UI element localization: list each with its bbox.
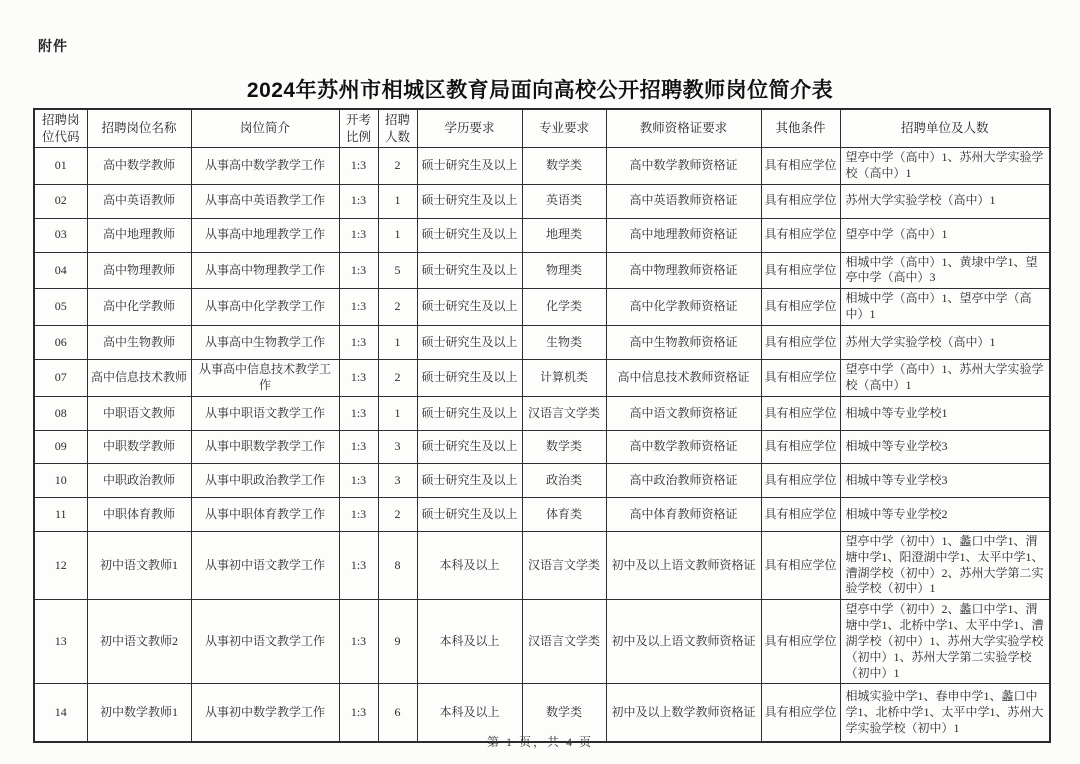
table-body	[34, 148, 1050, 742]
table-cell: 具有相应学位	[761, 252, 840, 289]
table-cell: 望亭中学（高中）1	[840, 218, 1050, 252]
table-cell: 14	[34, 684, 87, 742]
table-cell: 中职语文教师	[87, 396, 191, 430]
attachment-label: 附件	[38, 40, 68, 55]
table-row	[34, 184, 1050, 218]
table-cell: 9	[378, 600, 417, 684]
table-cell: 地理类	[522, 218, 606, 252]
table-cell: 高中生物教师资格证	[606, 325, 761, 359]
table-cell: 硕士研究生及以上	[417, 497, 522, 531]
table-cell: 1:3	[339, 463, 378, 497]
table-cell: 初中数学教师1	[87, 684, 191, 742]
table-cell: 望亭中学（初中）1、蠡口中学1、渭塘中学1、阳澄湖中学1、太平中学1、漕湖学校（初中）2、苏州大学第二实验学校（初中）1	[840, 531, 1050, 599]
table-cell: 从事中职政治教学工作	[191, 463, 339, 497]
table-cell: 具有相应学位	[761, 359, 840, 396]
table-cell: 03	[34, 218, 87, 252]
table-cell: 汉语言文学类	[522, 396, 606, 430]
table-cell: 具有相应学位	[761, 148, 840, 185]
header-position-intro: 岗位简介	[191, 109, 339, 148]
header-position-code: 招聘岗位代码	[34, 109, 87, 148]
table-row	[34, 396, 1050, 430]
header-major-requirement: 专业要求	[522, 109, 606, 148]
table-cell: 01	[34, 148, 87, 185]
table-cell: 从事中职体育教学工作	[191, 497, 339, 531]
table-cell: 硕士研究生及以上	[417, 463, 522, 497]
table-cell: 1:3	[339, 218, 378, 252]
table-cell: 具有相应学位	[761, 289, 840, 326]
table-cell: 生物类	[522, 325, 606, 359]
table-cell: 1:3	[339, 531, 378, 599]
table-cell: 从事高中信息技术教学工作	[191, 359, 339, 396]
table-cell: 硕士研究生及以上	[417, 148, 522, 185]
table-cell: 2	[378, 148, 417, 185]
table-cell: 高中数学教师	[87, 148, 191, 185]
table-cell: 12	[34, 531, 87, 599]
table-cell: 硕士研究生及以上	[417, 430, 522, 463]
table-cell: 硕士研究生及以上	[417, 359, 522, 396]
table-cell: 具有相应学位	[761, 218, 840, 252]
table-cell: 数学类	[522, 684, 606, 742]
table-cell: 1:3	[339, 184, 378, 218]
table-cell: 高中政治教师资格证	[606, 463, 761, 497]
table-cell: 1:3	[339, 252, 378, 289]
page-number: 第 1 页，共 4 页	[486, 735, 593, 749]
table-cell: 从事高中化学教学工作	[191, 289, 339, 326]
table-cell: 从事高中物理教学工作	[191, 252, 339, 289]
recruitment-table	[33, 108, 1051, 743]
table-cell: 从事高中生物教学工作	[191, 325, 339, 359]
table-cell: 1:3	[339, 600, 378, 684]
table-cell: 数学类	[522, 148, 606, 185]
table-cell: 政治类	[522, 463, 606, 497]
table-cell: 3	[378, 463, 417, 497]
table-cell: 高中信息技术教师	[87, 359, 191, 396]
table-cell: 11	[34, 497, 87, 531]
table-cell: 08	[34, 396, 87, 430]
table-cell: 1:3	[339, 497, 378, 531]
table-cell: 硕士研究生及以上	[417, 325, 522, 359]
table-header	[34, 109, 1050, 148]
table-cell: 09	[34, 430, 87, 463]
table-cell: 具有相应学位	[761, 184, 840, 218]
table-cell: 具有相应学位	[761, 325, 840, 359]
table-row	[34, 463, 1050, 497]
table-cell: 中职数学教师	[87, 430, 191, 463]
table-cell: 02	[34, 184, 87, 218]
table-cell: 中职政治教师	[87, 463, 191, 497]
table-row	[34, 359, 1050, 396]
table-cell: 相城中等专业学校3	[840, 430, 1050, 463]
table-cell: 苏州大学实验学校（高中）1	[840, 325, 1050, 359]
table-cell: 中职体育教师	[87, 497, 191, 531]
table-cell: 本科及以上	[417, 600, 522, 684]
table-cell: 望亭中学（初中）2、蠡口中学1、渭塘中学1、北桥中学1、太平中学1、漕湖学校（初中）1、苏州大学实验学校（初中）1、苏州大学第二实验学校（初中）1	[840, 600, 1050, 684]
table-cell: 10	[34, 463, 87, 497]
table-cell: 3	[378, 430, 417, 463]
table-row	[34, 252, 1050, 289]
table-cell: 5	[378, 252, 417, 289]
table-cell: 相城中学（高中）1、黄埭中学1、望亭中学（高中）3	[840, 252, 1050, 289]
table-row	[34, 218, 1050, 252]
table-cell: 从事初中数学教学工作	[191, 684, 339, 742]
table-cell: 1:3	[339, 684, 378, 742]
table-cell: 1:3	[339, 325, 378, 359]
table-cell: 高中化学教师资格证	[606, 289, 761, 326]
table-cell: 数学类	[522, 430, 606, 463]
table-row	[34, 289, 1050, 326]
table-cell: 初中及以上数学教师资格证	[606, 684, 761, 742]
table-row	[34, 325, 1050, 359]
table-cell: 初中及以上语文教师资格证	[606, 600, 761, 684]
header-education-requirement: 学历要求	[417, 109, 522, 148]
table-cell: 1	[378, 184, 417, 218]
table-cell: 望亭中学（高中）1、苏州大学实验学校（高中）1	[840, 359, 1050, 396]
table-cell: 体育类	[522, 497, 606, 531]
table-cell: 高中语文教师资格证	[606, 396, 761, 430]
table-cell: 高中物理教师资格证	[606, 252, 761, 289]
table-cell: 1	[378, 325, 417, 359]
table-cell: 望亭中学（高中）1、苏州大学实验学校（高中）1	[840, 148, 1050, 185]
table-cell: 硕士研究生及以上	[417, 184, 522, 218]
table-cell: 化学类	[522, 289, 606, 326]
table-cell: 硕士研究生及以上	[417, 252, 522, 289]
table-header-row	[34, 109, 1050, 148]
table-cell: 具有相应学位	[761, 684, 840, 742]
table-cell: 相城中等专业学校2	[840, 497, 1050, 531]
table-cell: 从事初中语文教学工作	[191, 600, 339, 684]
table-cell: 具有相应学位	[761, 463, 840, 497]
header-headcount: 招聘人数	[378, 109, 417, 148]
table-cell: 物理类	[522, 252, 606, 289]
page-title: 2024年苏州市相城区教育局面向高校公开招聘教师岗位简介表	[246, 79, 834, 102]
table-cell: 具有相应学位	[761, 497, 840, 531]
table-cell: 具有相应学位	[761, 396, 840, 430]
table-cell: 硕士研究生及以上	[417, 396, 522, 430]
table-cell: 相城中等专业学校1	[840, 396, 1050, 430]
table-cell: 从事高中英语教学工作	[191, 184, 339, 218]
table-cell: 高中物理教师	[87, 252, 191, 289]
table-cell: 从事高中地理教学工作	[191, 218, 339, 252]
table-cell: 英语类	[522, 184, 606, 218]
table-cell: 初中及以上语文教师资格证	[606, 531, 761, 599]
table-cell: 高中信息技术教师资格证	[606, 359, 761, 396]
table-cell: 1:3	[339, 359, 378, 396]
header-certificate-requirement: 教师资格证要求	[606, 109, 761, 148]
table-cell: 04	[34, 252, 87, 289]
header-other-conditions: 其他条件	[761, 109, 840, 148]
table-row	[34, 531, 1050, 599]
table-cell: 从事中职语文教学工作	[191, 396, 339, 430]
table-cell: 高中化学教师	[87, 289, 191, 326]
table-cell: 高中地理教师资格证	[606, 218, 761, 252]
table-cell: 2	[378, 497, 417, 531]
table-cell: 相城实验中学1、春申中学1、蠡口中学1、北桥中学1、太平中学1、苏州大学实验学校（初中）1	[840, 684, 1050, 742]
table-cell: 8	[378, 531, 417, 599]
table-cell: 相城中等专业学校3	[840, 463, 1050, 497]
table-cell: 05	[34, 289, 87, 326]
table-cell: 1:3	[339, 148, 378, 185]
table-cell: 1	[378, 396, 417, 430]
table-cell: 高中地理教师	[87, 218, 191, 252]
table-cell: 具有相应学位	[761, 430, 840, 463]
header-exam-ratio: 开考比例	[339, 109, 378, 148]
table-cell: 高中数学教师资格证	[606, 430, 761, 463]
table-cell: 2	[378, 289, 417, 326]
table-cell: 本科及以上	[417, 684, 522, 742]
table-cell: 初中语文教师1	[87, 531, 191, 599]
table-cell: 13	[34, 600, 87, 684]
table-cell: 06	[34, 325, 87, 359]
table-cell: 1:3	[339, 430, 378, 463]
table-cell: 硕士研究生及以上	[417, 289, 522, 326]
table-cell: 计算机类	[522, 359, 606, 396]
table-cell: 6	[378, 684, 417, 742]
table-cell: 高中英语教师	[87, 184, 191, 218]
table-cell: 本科及以上	[417, 531, 522, 599]
table-cell: 高中体育教师资格证	[606, 497, 761, 531]
table-cell: 具有相应学位	[761, 600, 840, 684]
table-cell: 1:3	[339, 396, 378, 430]
table-cell: 从事高中数学教学工作	[191, 148, 339, 185]
table-cell: 高中数学教师资格证	[606, 148, 761, 185]
table-cell: 汉语言文学类	[522, 531, 606, 599]
table-cell: 1	[378, 218, 417, 252]
table-row	[34, 497, 1050, 531]
table-cell: 1:3	[339, 289, 378, 326]
table-cell: 高中英语教师资格证	[606, 184, 761, 218]
table-row	[34, 148, 1050, 185]
table-cell: 从事初中语文教学工作	[191, 531, 339, 599]
table-cell: 2	[378, 359, 417, 396]
table-cell: 硕士研究生及以上	[417, 218, 522, 252]
table-cell: 07	[34, 359, 87, 396]
table-cell: 具有相应学位	[761, 531, 840, 599]
header-recruiting-units: 招聘单位及人数	[840, 109, 1050, 148]
table-row	[34, 430, 1050, 463]
table-cell: 苏州大学实验学校（高中）1	[840, 184, 1050, 218]
table-cell: 初中语文教师2	[87, 600, 191, 684]
table-cell: 汉语言文学类	[522, 600, 606, 684]
header-position-name: 招聘岗位名称	[87, 109, 191, 148]
table-cell: 从事中职数学教学工作	[191, 430, 339, 463]
table-cell: 相城中学（高中）1、望亭中学（高中）1	[840, 289, 1050, 326]
table-row	[34, 600, 1050, 684]
table-cell: 高中生物教师	[87, 325, 191, 359]
